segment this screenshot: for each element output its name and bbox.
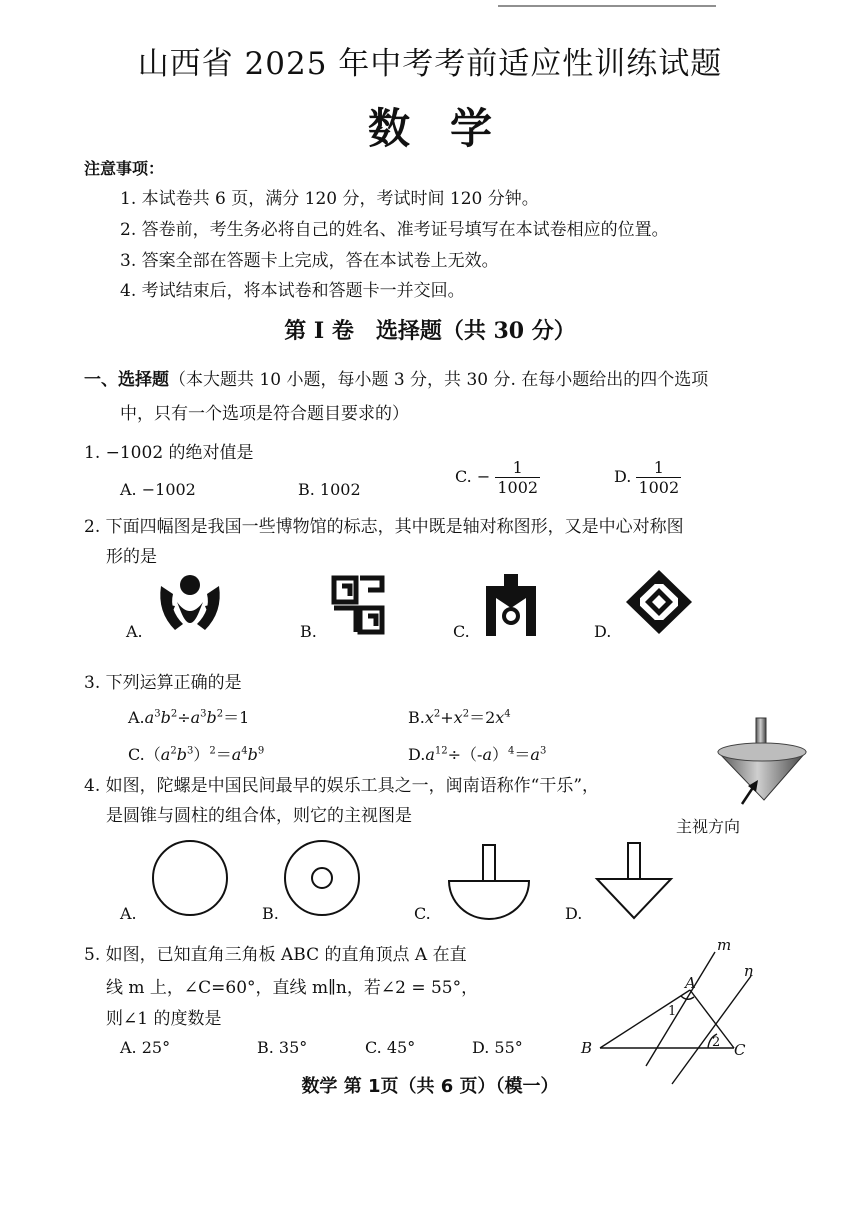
fraction-denominator: 1002 xyxy=(497,478,539,497)
q4-option-b-ring xyxy=(282,838,362,918)
option-letter: D. xyxy=(408,745,426,764)
q5-option-b: B. 35° xyxy=(257,1038,308,1057)
note-item: 2. 答卷前，考生务必将自己的姓名、准考证号填写在本试卷相应的位置。 xyxy=(120,220,669,240)
view-direction-label: 主视方向 xyxy=(676,817,741,836)
exam-title: 山西省 2025 年中考考前适应性训练试题 xyxy=(137,46,723,82)
q2-stem-line-1: 2. 下面四幅图是我国一些博物馆的标志，其中既是轴对称图形，又是中心对称图 xyxy=(84,517,684,537)
line-n-label: n xyxy=(744,962,754,980)
q2-option-d-label: D. xyxy=(594,622,612,641)
part-line-1: （本大题共 10 小题，每小题 3 分，共 30 分. 在每小题给出的四个选项 xyxy=(169,370,709,390)
q1-fraction-d xyxy=(636,458,681,497)
museum-logo-b-icon xyxy=(330,572,386,638)
q5-stem-line-3: 则∠1 的度数是 xyxy=(106,1009,222,1029)
q1-option-d xyxy=(614,458,681,497)
q4-option-b-label: B. xyxy=(262,904,279,923)
note-item: 1. 本试卷共 6 页，满分 120 分，考试时间 120 分钟。 xyxy=(120,189,539,209)
option-letter: B. xyxy=(408,708,425,727)
q2-stem-line-2: 形的是 xyxy=(106,547,157,567)
note-item: 4. 考试结束后，将本试卷和答题卡一并交回。 xyxy=(120,281,465,301)
subject-title: 数学 xyxy=(367,104,532,153)
angle-1-label: 1 xyxy=(668,1004,677,1019)
q4-option-c-semicircle xyxy=(446,842,532,922)
page-footer: 数学 第 1页（共 6 页）（模一） xyxy=(301,1076,559,1097)
q4-option-d-triangle xyxy=(594,840,674,922)
option-letter: A. xyxy=(128,708,145,727)
line-m-label: m xyxy=(717,936,732,954)
q3-option-d: $D.a^{12}\div(-a)^4=a^3$ xyxy=(408,745,547,764)
q5-option-d: D. 55° xyxy=(472,1038,523,1057)
vertex-b-label: B xyxy=(581,1039,593,1057)
q5-option-c: C. 45° xyxy=(365,1038,416,1057)
header-rule xyxy=(0,0,860,12)
q2-option-b-label: B. xyxy=(300,622,317,641)
q3-stem: 3. 下列运算正确的是 xyxy=(84,673,242,693)
q1-stem: 1. −1002 的绝对值是 xyxy=(84,443,254,463)
option-letter: C. xyxy=(128,745,145,764)
spinning-top-figure xyxy=(712,714,812,810)
fraction-denominator: 1002 xyxy=(638,478,680,497)
q1-option-a: A. −1002 xyxy=(120,480,196,499)
q4-stem-line-2: 是圆锥与圆柱的组合体，则它的主视图是 xyxy=(106,806,412,826)
q2-option-c-label: C. xyxy=(453,622,470,641)
angle-2-label: 2 xyxy=(712,1035,721,1050)
q1-option-c xyxy=(455,458,540,497)
section-title: 第 I 卷 选择题（共 30 分） xyxy=(284,318,576,344)
part-instructions xyxy=(84,365,708,390)
museum-logo-a-icon xyxy=(155,572,225,638)
museum-logo-d-icon xyxy=(624,568,694,636)
q1-option-d-prefix: D. xyxy=(614,467,632,486)
fraction-numerator: 1 xyxy=(636,458,681,478)
q5-option-a: A. 25° xyxy=(120,1038,171,1057)
q4-option-d-label: D. xyxy=(565,904,583,923)
q5-triangle-figure xyxy=(578,934,778,1088)
q3-option-b: $B.x^2+x^2=2x^4$ xyxy=(408,708,511,727)
q3-option-c: $C.(a^2b^3)^2=a^4b^9$ xyxy=(128,745,265,764)
part-label: 一、选择题 xyxy=(84,370,169,390)
notes-heading: 注意事项： xyxy=(84,159,165,178)
vertex-a-label: A xyxy=(685,974,696,992)
q4-stem-line-1: 4. 如图，陀螺是中国民间最早的娱乐工具之一，闽南语称作“干乐”， xyxy=(84,776,600,796)
q3-option-a: $A.a^3b^2\div a^3b^2=1$ xyxy=(128,708,250,727)
q4-option-a-circle xyxy=(150,838,230,918)
part-line-2: 中，只有一个选项是符合题目要求的） xyxy=(120,404,409,424)
q5-stem-line-2: 线 m 上，∠C=60°，直线 m∥n，若∠2 = 55°， xyxy=(106,978,479,998)
fraction-numerator: 1 xyxy=(495,458,540,478)
q5-stem-line-1: 5. 如图，已知直角三角板 ABC 的直角顶点 A 在直 xyxy=(84,945,467,965)
vertex-c-label: C xyxy=(734,1041,746,1059)
museum-logo-c-icon xyxy=(482,572,540,638)
q1-option-b: B. 1002 xyxy=(298,480,361,499)
q1-fraction-c xyxy=(495,458,540,497)
q4-option-c-label: C. xyxy=(414,904,431,923)
q4-option-a-label: A. xyxy=(120,904,137,923)
note-item: 3. 答案全部在答题卡上完成，答在本试卷上无效。 xyxy=(120,251,499,271)
q1-option-c-prefix: C. − xyxy=(455,467,491,486)
q2-option-a-label: A. xyxy=(126,622,143,641)
